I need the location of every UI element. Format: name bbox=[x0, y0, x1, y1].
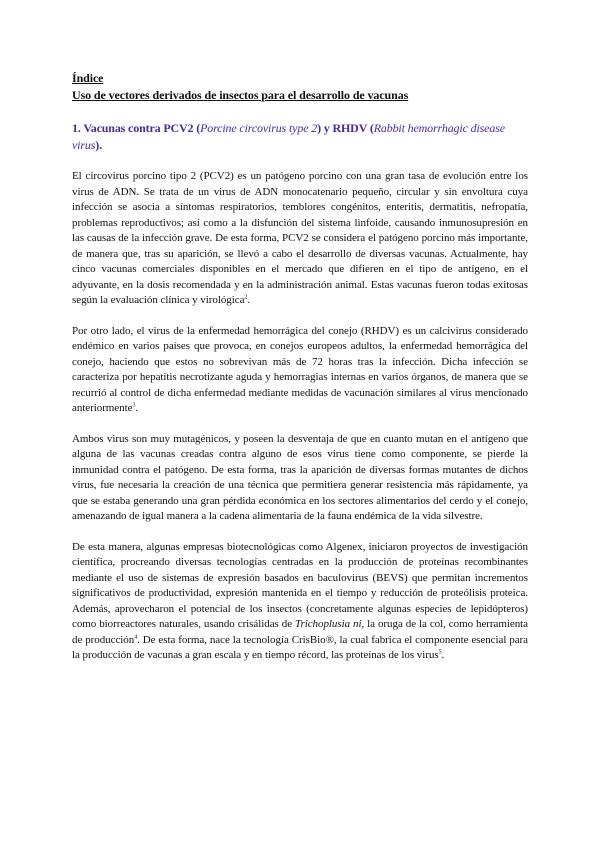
paragraph-rhdv-end: . bbox=[135, 402, 139, 414]
paragraph-rhdv bbox=[72, 324, 528, 417]
paragraph-crisbio-final: . bbox=[441, 649, 445, 661]
paragraph-crisbio-mid: , la oruga de la col, como herramienta de producción bbox=[72, 618, 528, 646]
paragraph-crisbio-text: De esta manera, algunas empresas biotecnológicas como Algenex, iniciaron proyectos de investigación científica, procreando diversas tecnologías centradas en la producción de proteínas recombinantes mediante el uso de sistemas de expresión basados en baculovirus (BEVS) que permitan incrementos significativos de productividad, expresión mantenida en el tiempo y reducción de proteólisis proteica. Además, aprovecharon el potencial de los insectos (concretamente algunas especies de lepidópteros) como biorreactores naturales, usando crisálidas de bbox=[72, 540, 528, 630]
rhdv-full-name: Rabbit hemorrhagic disease virus bbox=[72, 121, 505, 152]
section-heading-mid: ) y RHDV ( bbox=[317, 121, 374, 135]
species-name: Trichoplusia ni bbox=[295, 618, 362, 630]
paragraph-crisbio bbox=[72, 540, 528, 664]
paragraph-mutation: Ambos virus son muy mutagénicos, y poseen la desventaja de que en cuanto mutan en el antígeno que alguna de las vacunas creadas contra alguno de esos virus tiene como componente, se pierde la inmunidad contra el patógeno. De esta forma, tras la aparición de diversas formas mutantes de dichos virus, fue necesaria la creación de una técnica que permitiera generar resistencia más rápidamente, ya que se estaba generando una gran pérdida económica en los sectores alimentarios del cerdo y el conejo, amenazando de igual manera a la cadena alimentaria de la fauna endémica de la vida silvestre. bbox=[72, 432, 528, 522]
section-heading-prefix: 1. Vacunas contra PCV2 ( bbox=[72, 121, 201, 135]
pcv2-full-name: Porcine circovirus type 2 bbox=[200, 121, 318, 135]
document-title: Uso de vectores derivados de insectos para el desarrollo de vacunas bbox=[72, 88, 409, 102]
paragraph-pcv2-end: . bbox=[247, 294, 251, 306]
citation-4: 4 bbox=[134, 633, 138, 640]
citation-2: 2 bbox=[244, 294, 248, 301]
section-heading bbox=[72, 120, 528, 154]
paragraph-pcv2-text: El circovirus porcino tipo 2 (PCV2) es un patógeno porcino con una gran tasa de evolución entre los virus de ADN. Se trata de un virus de ADN monocatenario pequeño, circular y sin envoltura cuya infección se asocia a síntomas respiratorios, temblores congénitos, enteritis, dermatitis, nefropatía, problemas reproductivos; así como a la disfunción del sistema linfoide, causando inmunosupresión en las causas de la infección grave. De esta forma, PCV2 se considera el patógeno porcino más importante, de manera que, tras su aparición, se llevó a cabo el desarrollo de diversas vacunas. Actualmente, hay cinco vacunas comerciales disponibles en el mercado que difieren en el tipo de antígeno, en el adyuvante, en la dosis recomendada y en la administración animal. Estas vacunas fueron todas exitosas según la evaluación clínica y virológica bbox=[72, 170, 528, 306]
citation-3: 3 bbox=[132, 402, 136, 409]
paragraph-rhdv-text: Por otro lado, el virus de la enfermedad hemorrágica del conejo (RHDV) es un calcivirus considerado endémico en varios países que provoca, en conejos europeos adultos, la enfermedad hemorrágica del conejo, haciendo que estos no sobrevivan más de 72 horas tras la infección. Dicha infección se caracteriza por hepatitis necrotizante aguda y hemorragias internas en varios órganos, de manera que se recurrió al control de dicha enfermedad mediante medidas de vacunación similares al virus mencionado anteriormente bbox=[72, 324, 528, 414]
section-heading-end: ). bbox=[95, 138, 102, 152]
paragraph-crisbio-end: . De esta forma, nace la tecnología CrisBio®, la cual fabrica el componente esencial para la producción de vacunas a gran escala y en tiempo récord, las proteínas de los virus bbox=[72, 633, 528, 661]
citation-5: 5 bbox=[438, 649, 442, 656]
paragraph-pcv2 bbox=[72, 169, 528, 309]
index-heading: Índice bbox=[72, 71, 104, 85]
